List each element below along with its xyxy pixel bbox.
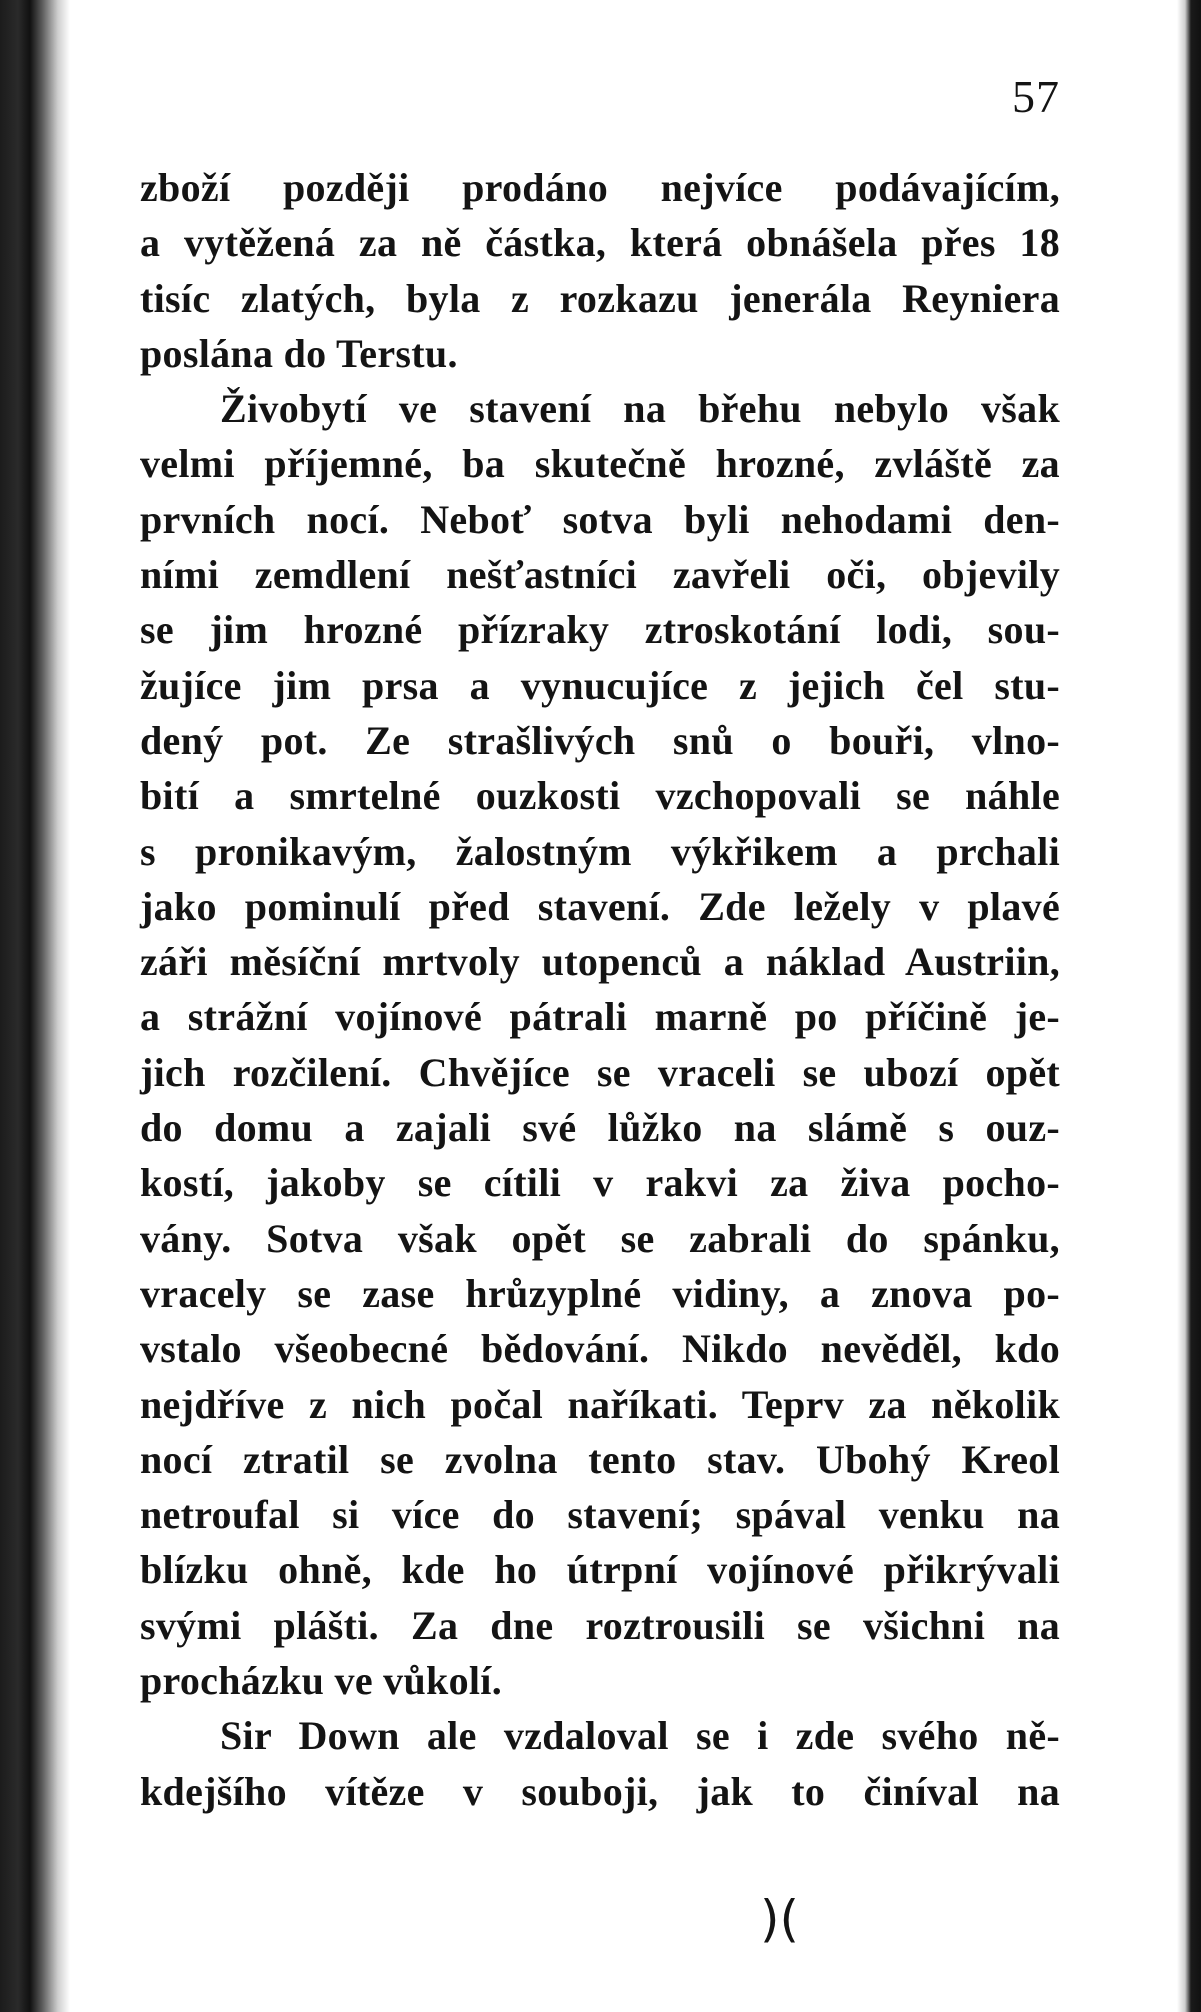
text-line: a strážní vojínové pátrali marně po příčině je- (140, 994, 1060, 1040)
text-line: žujíce jim prsa a vynucujíce z jejich čel stu- (140, 662, 1060, 708)
text-line: svými plášti. Za dne roztrousili se všichni na (140, 1602, 1060, 1648)
text-line: a vytěžená za ně částka, která obnášela přes 18 (140, 220, 1060, 266)
text-line: blízku ohně, kde ho útrpní vojínové přikrývali (140, 1547, 1060, 1593)
text-line: Sir Down ale vzdaloval se i zde svého ně- (220, 1713, 1060, 1759)
text-line: vracely se zase hrůzyplné vidiny, a znova po- (140, 1270, 1060, 1316)
text-line: vány. Sotva však opět se zabrali do spánku, (140, 1215, 1060, 1261)
text-line: kostí, jakoby se cítili v rakvi za živa pocho- (140, 1160, 1060, 1206)
text-line: tisíc zlatých, byla z rozkazu jenerála Reyniera (140, 275, 1060, 321)
text-line: nocí ztratil se zvolna tento stav. Ubohý Kreol (140, 1436, 1060, 1482)
text-line: kdejšího vítěze v souboji, jak to činíval na (140, 1768, 1060, 1814)
book-binding-edge (0, 0, 70, 2012)
page-right-edge (1177, 0, 1201, 2012)
text-line: jich rozčilení. Chvějíce se vraceli se ubozí opět (140, 1049, 1060, 1095)
text-line: dený pot. Ze strašlivých snů o bouři, vlno- (140, 717, 1060, 763)
text-line: do domu a zajali své lůžko na slámě s ouz- (140, 1105, 1060, 1151)
text-line: zboží později prodáno nejvíce podávajícím, (140, 165, 1060, 210)
text-line: netroufal si více do stavení; spával venku na (140, 1492, 1060, 1538)
text-line: procházku ve vůkolí. (140, 1658, 502, 1704)
text-line: záři měsíční mrtvoly utopenců a náklad Austriin, (140, 939, 1060, 985)
text-line: se jim hrozné přízraky ztroskotání lodi, sou- (140, 607, 1060, 653)
page-text (140, 160, 1060, 1819)
page-number: 57 (1012, 71, 1060, 122)
text-line: s pronikavým, žalostným výkřikem a prchali (140, 828, 1060, 874)
text-line: ními zemdlení nešťastníci zavřeli oči, objevily (140, 552, 1060, 598)
text-line: Živobytí ve stavení na břehu nebylo však (220, 386, 1060, 432)
text-line: jako pominulí před stavení. Zde ležely v plavé (140, 883, 1060, 929)
text-line: velmi příjemné, ba skutečně hrozné, zvláště za (140, 441, 1060, 487)
text-line: nejdříve z nich počal naříkati. Teprv za několik (140, 1381, 1060, 1427)
text-line: bití a smrtelné ouzkosti vzchopovali se náhle (140, 773, 1060, 819)
book-page (140, 60, 1060, 1960)
text-line: vstalo všeobecné bědování. Nikdo nevěděl, kdo (140, 1326, 1060, 1372)
text-line: poslána do Terstu. (140, 330, 458, 376)
text-line: prvních nocí. Neboť sotva byli nehodami den- (140, 496, 1060, 542)
signature-mark: )( (760, 1890, 800, 1948)
